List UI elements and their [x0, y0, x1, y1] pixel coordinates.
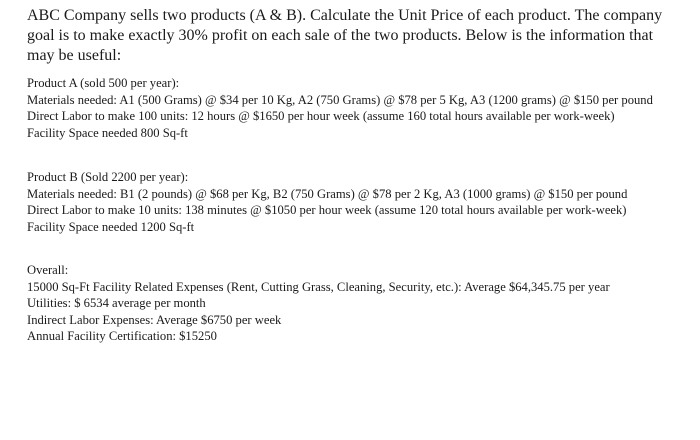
product-a-facility: Facility Space needed 800 Sq-ft [27, 125, 188, 140]
intro-paragraph: ABC Company sells two products (A & B). Calculate the Unit Price of each product. The company goal is to make exactly 30% profit on each sale of the two products. Below is the information that may be useful: [27, 7, 663, 64]
product-b-heading: Product B (Sold 2200 per year): [27, 170, 189, 184]
product-a-section [27, 75, 675, 141]
product-b-materials: Materials needed: B1 (2 pounds) @ $68 per Kg, B2 (750 Grams) @ $78 per 2 Kg, A3 (1000 grams) @ $150 per pound [27, 186, 628, 201]
overall-section [27, 262, 675, 345]
overall-utilities: Utilities: $ 6534 average per month [27, 296, 206, 310]
product-b-labor: Direct Labor to make 10 units: 138 minutes @ $1050 per hour week (assume 120 total hours available per work-week) [27, 203, 627, 217]
product-a-labor: Direct Labor to make 100 units: 12 hours @ $1650 per hour week (assume 160 total hours available per work-week) [27, 109, 615, 123]
overall-facility-expenses: 15000 Sq-Ft Facility Related Expenses (Rent, Cutting Grass, Cleaning, Security, etc.): Average $64,345.75 per year [27, 279, 610, 294]
overall-certification: Annual Facility Certification: $15250 [27, 329, 217, 343]
product-b-facility: Facility Space needed 1200 Sq-ft [27, 219, 195, 234]
product-a-materials: Materials needed: A1 (500 Grams) @ $34 per 10 Kg, A2 (750 Grams) @ $78 per 5 Kg, A3 (1200 grams) @ $150 per pound [27, 92, 653, 107]
product-a-heading: Product A (sold 500 per year): [27, 76, 180, 90]
overall-indirect-labor: Indirect Labor Expenses: Average $6750 per week [27, 312, 282, 327]
problem-document [27, 6, 675, 345]
product-b-section [27, 169, 675, 235]
overall-heading: Overall: [27, 263, 69, 277]
